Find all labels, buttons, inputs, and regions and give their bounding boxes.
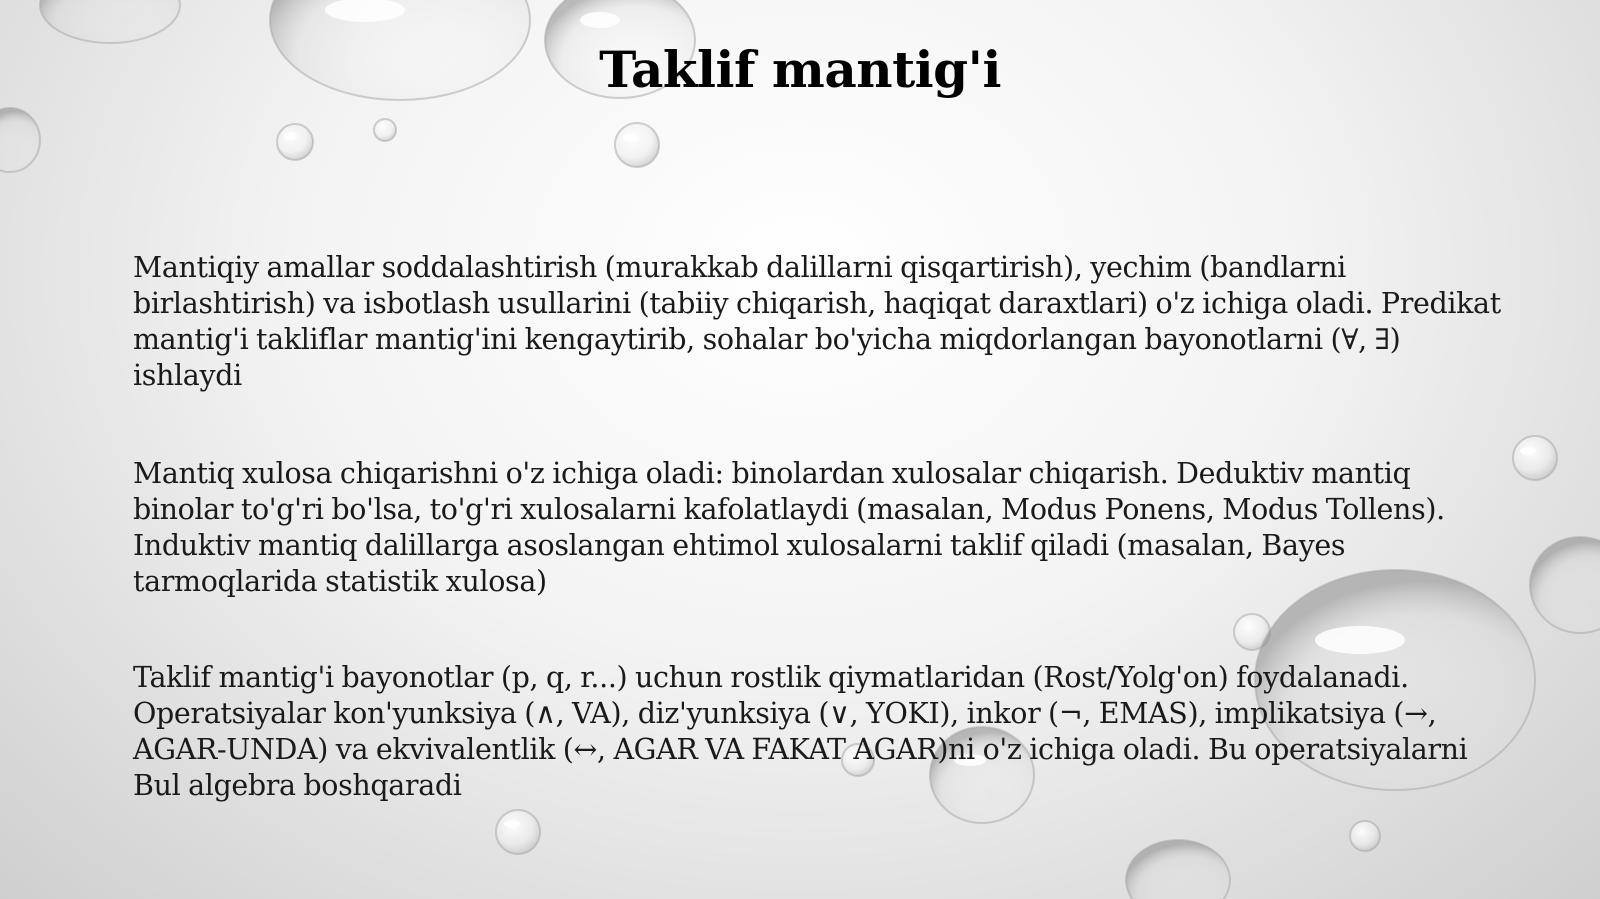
paragraph-inference: Mantiq xulosa chiqarishni o'z ichiga oladi: binolardan xulosalar chiqarish. Deduktiv mantiq binolar to'g'ri bo'lsa, to'g'ri xulosalarni kafolatlaydi (masalan, Modus Ponens, Modus Tollens). Induktiv mantiq dalillarga asoslangan ehtimol xulosalarni taklif qiladi (masalan, Bayes tarmoqlarida statistik xulosa) [133, 457, 1445, 598]
slide-title: Taklif mantig'i [599, 40, 1001, 99]
paragraph-logical-operations: Mantiqiy amallar soddalashtirish (murakkab dalillarni qisqartirish), yechim (bandlarni birlashtirish) va isbotlash usullarini (tabiiy chiqarish, haqiqat daraxtlari) o'z ichiga oladi. Predikat mantig'i takliflar mantig'ini kengaytirib, sohalar bo'yicha miqdorlangan bayonotlarni (∀, ∃) ishlaydi [133, 251, 1501, 392]
slide-body [133, 250, 1503, 866]
paragraph-propositional-logic: Taklif mantig'i bayonotlar (p, q, r...) uchun rostlik qiymatlaridan (Rost/Yolg'on) foydalanadi. Operatsiyalar kon'yunksiya (∧, VA), diz'yunksiya (∨, YOKI), inkor (¬, EMAS), implikatsiya (→, AGAR-UNDA) va ekvivalentlik (↔, AGAR VA FAKAT AGAR)ni o'z ichiga oladi. Bu operatsiyalarni Bul algebra boshqaradi [133, 661, 1468, 802]
